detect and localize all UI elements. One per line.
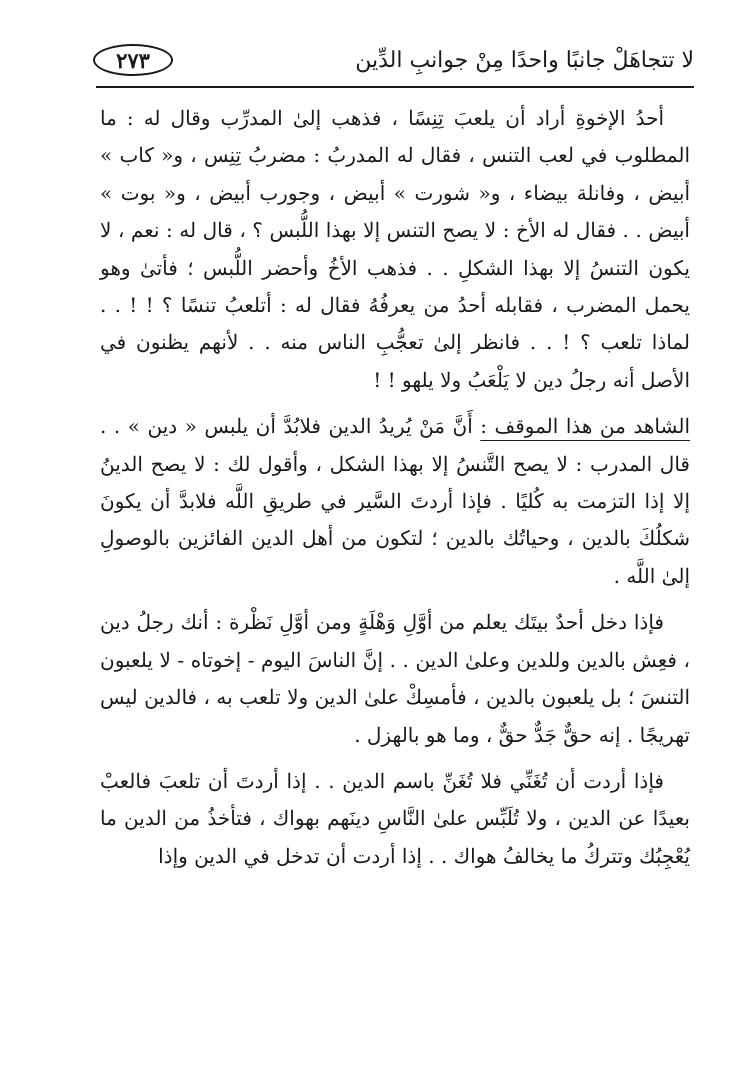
page-number: ٢٧٣ bbox=[116, 47, 150, 73]
header-divider bbox=[96, 86, 694, 88]
paragraph-4-text: فإذا أردت أن تُغَنِّي فلا تُغَنِّ باسم الدين . . إذا أردتَ أن تلعبَ فالعبْ بعيدًا عن الدين ، ولا تُلَبِّس علىٰ النَّاسِ دينَهم بهواك ، فتأخذُ من الدين ما يُعْجِبُك وتتركُ ما يخالفُ هواك . . إذا أردت أن تدخل في الدين وإذا bbox=[100, 768, 690, 868]
running-header bbox=[96, 38, 694, 84]
paragraph-2-text: أَنَّ مَنْ يُريدُ الدين فلابُدَّ أن يلبس « دين » . . قال المدرب : لا يصح التَّنسُ إلا بهذا الشكل ، وأقول لك : لا يصح الدينُ إلا إذا التزمت به كُليًا . فإذا أردتَ السَّير في طريقِ اللَّه فلابدَّ أن يكونَ شكلُكَ بالدين ، وحياتُك بالدين ؛ لتكون من أهل الدين الفائزين بالوصولِ إلىٰ اللَّه . bbox=[100, 414, 691, 588]
paragraph-2-lead: الشاهد من هذا الموقف : bbox=[480, 414, 691, 439]
paragraph-4 bbox=[100, 763, 690, 875]
running-header-title: لا تتجاهَلْ جانبًا واحدًا مِنْ جوانبِ الدِّين bbox=[355, 48, 694, 73]
paragraph-2 bbox=[100, 408, 690, 595]
body-text bbox=[100, 100, 690, 875]
paragraph-3 bbox=[100, 604, 690, 754]
paragraph-1-text: أحدُ الإخوةِ أراد أن يلعبَ تِنِسًا ، فذهب إلىٰ المدرِّب وقال له : ما المطلوب في لعب التنس ، فقال له المدربُ : مضربُ تِنِس ، و« كاب » أبيض ، وفانلة بيضاء ، و« شورت » أبيض ، وجورب أبيض ، و« بوت » أبيض . . فقال له الأخ : لا يصح التنس إلا بهذا اللُّبس ؟ ، قال له : نعم ، لا يكون التنسُ إلا بهذا الشكلِ . . فذهب الأخُ وأحضر اللُّبس ؛ فأتىٰ وهو يحمل المضرب ، فقابله أحدُ من يعرفُهُ فقال له : أتلعبُ تنسًا ؟ ! ! . . لماذا تلعب ؟ ! . . فانظر إلىٰ تعجُّبِ الناس منه . . لأنهم يظنون في الأصل أنه رجلُ دين لا يَلْعَبُ ولا يلهو ! ! bbox=[100, 106, 690, 392]
page-number-badge bbox=[93, 44, 173, 76]
paragraph-3-text: فإذا دخل أحدٌ بيتَك يعلم من أوَّلِ وَهْلَةٍ ومن أوَّلِ نَظْرة : أنك رجلُ دين ، فعِش بالدين وللدين وعلىٰ الدين . . إنَّ الناسَ اليوم - إخوتاه - لا يلعبون التنسَ ؛ بل يلعبون بالدين ، فأمسِكْ علىٰ الدين ولا تلعب به ، فالدين ليس تهريجًا . إنه حقٌّ جَدٌّ حقٌّ ، وما هو بالهزل . bbox=[100, 610, 690, 747]
paragraph-1 bbox=[100, 100, 690, 399]
